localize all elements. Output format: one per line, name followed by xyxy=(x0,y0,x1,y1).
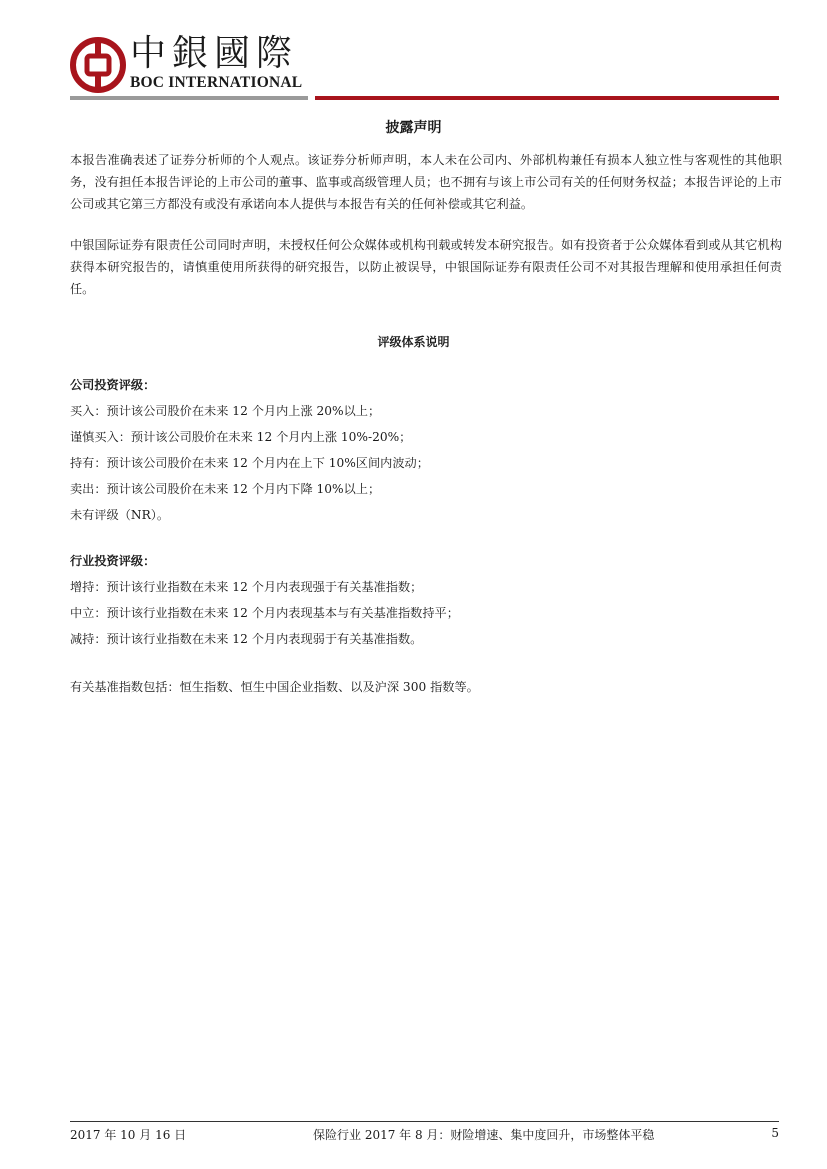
industry-rating-heading: 行业投资评级： xyxy=(70,554,156,568)
list-item: 未有评级（NR）。 xyxy=(70,508,170,522)
list-item: 持有：预计该公司股价在未来 12 个月内在上下 10%区间内波动； xyxy=(70,456,429,470)
page-number: 5 xyxy=(771,1126,779,1140)
list-item: 增持：预计该行业指数在未来 12 个月内表现强于有关基准指数； xyxy=(70,580,423,594)
footer-date: 2017 年 10 月 16 日 xyxy=(70,1128,187,1142)
list-item: 中立：预计该行业指数在未来 12 个月内表现基本与有关基准指数持平； xyxy=(70,606,459,620)
list-item: 卖出：预计该公司股价在未来 12 个月内下降 10%以上； xyxy=(70,482,381,496)
rating-title: 评级体系说明 xyxy=(377,335,450,349)
company-rating-list xyxy=(70,398,429,528)
header-rule-red xyxy=(315,96,779,100)
benchmark-note: 有关基准指数包括：恒生指数、恒生中国企业指数、以及沪深 300 指数等。 xyxy=(70,680,479,694)
brand-english-name: BOC INTERNATIONAL xyxy=(130,74,303,91)
footer-report-title: 保险行业 2017 年 8 月：财险增速、集中度回升，市场整体平稳 xyxy=(313,1128,655,1142)
boc-logo-icon xyxy=(70,37,126,93)
list-item: 谨慎买入：预计该公司股价在未来 12 个月内上涨 10%-20%； xyxy=(70,430,412,444)
list-item: 减持：预计该行业指数在未来 12 个月内表现弱于有关基准指数。 xyxy=(70,632,423,646)
industry-rating-list xyxy=(70,574,459,652)
list-item: 买入：预计该公司股价在未来 12 个月内上涨 20%以上； xyxy=(70,404,381,418)
brand-chinese-name: 中銀國際 xyxy=(130,33,299,74)
disclosure-paragraph: 本报告准确表述了证券分析师的个人观点。该证券分析师声明，本人未在公司内、外部机构兼任有损本人独立性与客观性的其他职务，没有担任本报告评论的上市公司的董事、监事或高级管理人员；也不拥有与该上市公司有关的任何财务权益；本报告评论的上市公司或其它第三方都没有或没有承诺向本人提供与本报告有关的任何补偿或其它利益。 xyxy=(70,153,782,211)
company-rating-heading: 公司投资评级： xyxy=(70,378,156,392)
disclosure-title: 披露声明 xyxy=(385,120,442,136)
header-rule-gray xyxy=(70,96,308,100)
disclosure-paragraph: 中银国际证券有限责任公司同时声明，未授权任何公众媒体或机构刊载或转发本研究报告。如有投资者于公众媒体看到或从其它机构获得本研究报告的，请慎重使用所获得的研究报告，以防止被误导，中银国际证券有限责任公司不对其报告理解和使用承担任何责任。 xyxy=(70,238,782,296)
footer-rule xyxy=(70,1121,779,1122)
